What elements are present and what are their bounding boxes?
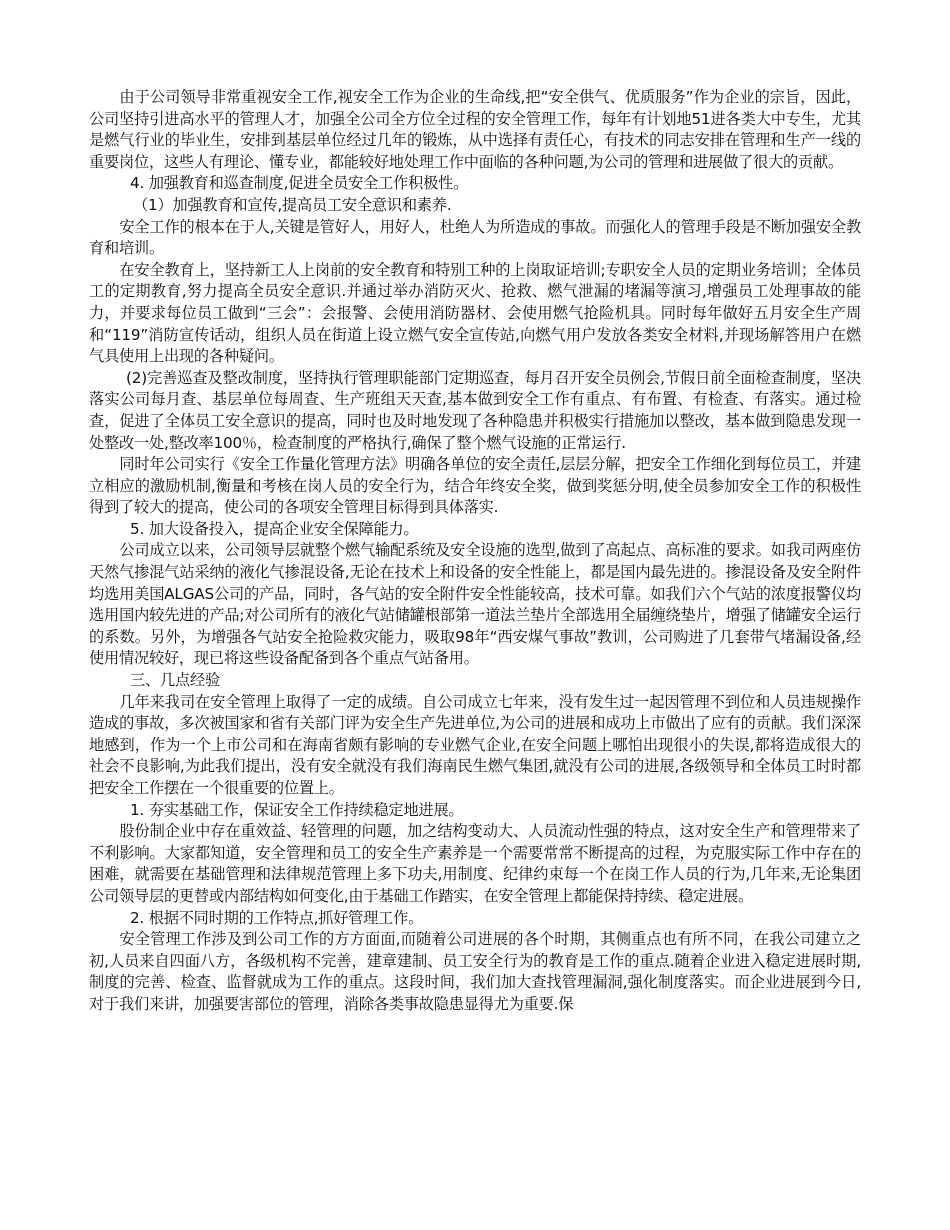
document-page — [89, 87, 861, 1016]
heading-experience: 三、几点经验 — [130, 671, 220, 690]
paragraph-inspection-rectification: (2)完善巡查及整改制度，坚持执行管理职能部门定期巡查，每月召开安全员例会,节假日前全面检查制度，坚决落实公司每月查、基层单位每周查、生产班组天天查,基本做到安全工作有重点、有布置、有检查、有落实。通过检查，促进了全体员工安全意识的提高，同时也及时地发现了各种隐患并积极实行措施加以整改，基本做到隐患发现一处整改一处,整改率100％，检查制度的严格执行,确保了整个燃气设施的正常运行. — [89, 368, 861, 452]
heading-foundation-work: 1. 夯实基础工作，保证安全工作持续稳定地进展。 — [130, 800, 464, 819]
paragraph-people-management: 安全工作的根本在于人,关键是管好人，用好人，杜绝人为所造成的事故。而强化人的管理手段是不断加强安全教育和培训。 — [89, 217, 861, 258]
paragraph-leadership-safety: 由于公司领导非常重视安全工作,视安全工作为企业的生命线,把“安全供气、优质服务”作为企业的宗旨，因此，公司坚持引进高水平的管理人才，加强全公司全方位全过程的安全管理工作，每年有计划地51进各类大中专生，尤其是燃气行业的毕业生，安排到基层单位经过几年的锻炼，从中选择有责任心，有技术的同志安排在管理和生产一线的重要岗位，这些人有理论、懂专业，都能较好地处理工作中面临的各种问题,为公司的管理和进展做了很大的贡献。 — [89, 88, 861, 171]
heading-education-inspection: 4. 加强教育和巡查制度,促进全员安全工作积极性。 — [130, 174, 469, 193]
paragraph-foundation-details: 股份制企业中存在重效益、轻管理的问题，加之结构变动大、人员流动性强的特点，这对安全生产和管理带来了不利影响。大家都知道，安全管理和员工的安全生产素养是一个需要常常不断提高的过程，为克服实际工作中存在的困难，就需要在基础管理和法律规范管理上多下功夫,用制度、纪律约束每一个在岗工作人员的行为,几年来,无论集团公司领导层的更替或内部结构如何变化,由于基础工作踏实，在安全管理上都能保持持续、稳定进展。 — [89, 822, 861, 905]
heading-period-characteristics: 2. 根据不同时期的工作特点,抓好管理工作。 — [130, 908, 424, 927]
paragraph-safety-education: 在安全教育上，坚持新工人上岗前的安全教育和特别工种的上岗取证培训;专职安全人员的定期业务培训；全体员工的定期教育,努力提高全员安全意识.并通过举办消防灭火、抢救、燃气泄漏的堵漏等演习,增强员工处理事故的能力，并要求每位员工做到“三会”：会报警、会使用消防器材、会使用燃气抢险机具。同时每年做好五月安全生产周和“119”消防宣传话动，组织人员在街道上设立燃气安全宣传站,向燃气用户发放各类安全材料,并现场解答用户在燃气具使用上出现的各种疑问。 — [89, 260, 861, 366]
paragraph-achievements: 几年来我司在安全管理上取得了一定的成绩。自公司成立七年来，没有发生过一起因管理不到位和人员违规操作造成的事故，多次被国家和省有关部门评为安全生产先进单位,为公司的进展和成功上市做出了应有的贡献。我们深深地感到，作为一个上市公司和在海南省颇有影响的专业燃气企业,在安全问题上哪怕出现很小的失误,都将造成很大的社会不良影响,为此我们提出，没有安全就没有我们海南民生燃气集团,就没有公司的进展,各级领导和全体员工时时都把安全工作摆在一个很重要的位置上。 — [89, 692, 861, 797]
heading-equipment-investment: 5. 加大设备投入，提高企业安全保障能力。 — [130, 519, 419, 538]
paragraph-quantified-management: 同时年公司实行《安全工作量化管理方法》明确各单位的安全责任,层层分解，把安全工作细化到每位员工，并建立相应的激励机制,衡量和考核在岗人员的安全行为，结合年终安全奖，做到奖惩分明,使全员参加安全工作的积极性得到了较大的提高，使公司的各项安全管理目标得到具体落实. — [89, 455, 861, 517]
paragraph-period-details: 安全管理工作涉及到公司工作的方方面面,而随着公司进展的各个时期，其侧重点也有所不同，在我公司建立之初,人员来自四面八方，各级机构不完善，建章建制、员工安全行为的教育是工作的重点.随着企业进入稳定进展时期,制度的完善、检查、监督就成为工作的重点。这段时间，我们加大查找管理漏洞,强化制度落实。而企业进展到今日,对于我们来讲，加强要害部位的管理，消除各类事故隐患显得尤为重要.保 — [89, 930, 861, 1013]
paragraph-equipment-details: 公司成立以来，公司领导层就整个燃气输配系统及安全设施的选型,做到了高起点、高标准的要求。如我司两座仿天然气掺混气站采纳的液化气掺混设备,无论在技术上和设备的安全性能上，都是国内最先进的。掺混设备及安全附件均选用美国ALGAS公司的产品，同时，各气站的安全附件安全性能较高，技术可靠。如我们六个气站的浓度报警仪均选用国内较先进的产品;对公司所有的液化气站储罐根部第一道法兰垫片全部选用全届缠绕垫片，增强了储罐安全运行的系数。另外，为增强各气站安全抢险救灾能力，吸取98年“西安煤气事故”教训，公司购进了几套带气堵漏设备,经使用情况较好，现已将这些设备配备到各个重点气站备用。 — [89, 541, 861, 668]
subheading-education-publicity: （1）加强教育和宣传,提高员工安全意识和素养. — [133, 195, 452, 214]
